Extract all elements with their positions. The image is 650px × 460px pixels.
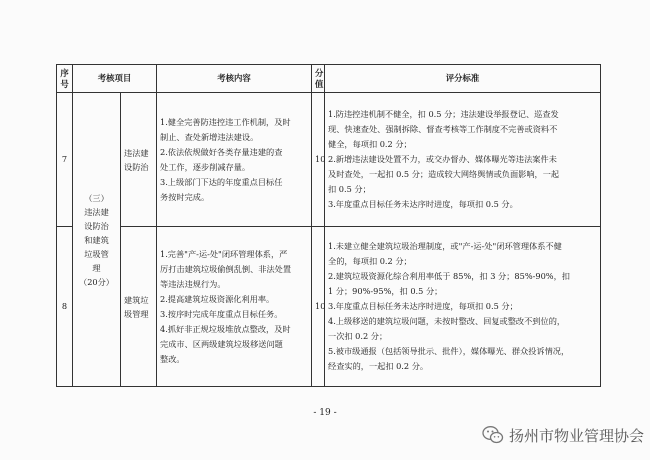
row-score: 10	[312, 93, 325, 227]
watermark	[482, 424, 644, 446]
content-line: 整改。	[160, 353, 185, 364]
criteria-line: 2.新增违法建设处置不力，或交办督办、媒体曝光等违法案件未	[328, 154, 557, 164]
category-line: （20分）	[79, 276, 114, 287]
assessment-table	[56, 64, 601, 387]
criteria-line: 1.防违控违机制不健全，扣 0.5 分；违法建设举报登记、巡查发	[328, 109, 559, 119]
row-content	[157, 93, 312, 227]
row-criteria	[325, 227, 601, 387]
header-score: 分值	[312, 65, 325, 93]
content-line: 2.提高建筑垃圾资源化利用率。	[160, 293, 275, 304]
item-line: 设防治	[124, 161, 149, 172]
criteria-line: 扣 0.5 分；	[328, 184, 371, 194]
content-line: 等违法违规行为。	[160, 278, 226, 289]
category-line: 和建筑	[84, 234, 109, 245]
criteria-line: 经查实的，一起扣 0.2 分。	[328, 361, 429, 371]
content-line: 完成市、区两级建筑垃圾移送问题	[160, 338, 283, 349]
category-line: 垃圾管	[84, 248, 109, 259]
content-line: 2.依法依规做好各类存量违建的查	[160, 146, 283, 157]
content-line: 务按时完成。	[160, 191, 210, 202]
item-line: 圾管理	[124, 308, 149, 319]
row-content	[157, 227, 312, 387]
table-row	[57, 93, 601, 227]
row-item	[121, 93, 157, 227]
header-criteria: 评分标准	[325, 65, 601, 93]
category-line: 违法建	[84, 206, 109, 217]
content-line: 厉打击建筑垃圾偷倒乱倒、非法处置	[160, 263, 292, 274]
category-line: 理	[92, 262, 101, 273]
content-line: 4.抓好非正规垃圾堆放点整改，及时	[160, 323, 291, 334]
category-line: （三）	[84, 192, 109, 203]
content-line: 3.按序时完成年度重点目标任务。	[160, 308, 283, 319]
category-cell	[73, 93, 121, 387]
table-row	[57, 227, 601, 387]
content-line: 3.上级部门下达的年度重点目标任	[160, 176, 283, 187]
criteria-line: 4.上级移送的建筑垃圾问题，未按时整改、回复或整改不到位的，	[328, 316, 566, 326]
criteria-line: 及时查处，一起扣 0.5 分；造成较大网络舆情或负面影响，一起	[328, 169, 560, 179]
watermark-text: 扬州市物业管理协会	[509, 426, 645, 445]
category-line: 设防治	[84, 220, 109, 231]
criteria-line: 现、快速查处、强制拆除、督查考核等工作制度不完善或资料不	[328, 124, 558, 134]
header-seq: 序号	[57, 65, 73, 93]
header-item: 考核项目	[73, 65, 157, 93]
criteria-line: 全的，每项扣 0.2 分；	[328, 256, 412, 266]
criteria-line: 1 分；90%-95%，扣 0.5 分；	[328, 286, 443, 296]
row-criteria	[325, 93, 601, 227]
content-line: 1.健全完善防违控违工作机制，及时	[160, 116, 291, 127]
content-line: 制止、查处新增违法建设。	[160, 131, 259, 142]
criteria-line: 1.未建立健全建筑垃圾治理制度，或"产-运-处"闭环管理体系不健	[328, 241, 562, 251]
criteria-line: 3.年度重点目标任务未达序时进度，每项扣 0.5 分；	[328, 301, 518, 311]
criteria-line: 健全，每项扣 0.2 分；	[328, 139, 412, 149]
row-item	[121, 227, 157, 387]
criteria-line: 2.建筑垃圾资源化综合利用率低于 85%，扣 3 分；85%-90%，扣	[328, 271, 570, 281]
content-line: 处工作，逐步削减存量。	[160, 161, 251, 172]
row-seq: 7	[57, 93, 73, 227]
page-number: - 19 -	[313, 408, 337, 418]
row-seq: 8	[57, 227, 73, 387]
row-score: 10	[312, 227, 325, 387]
table-header-row	[57, 65, 601, 93]
item-line: 违法建	[124, 147, 149, 158]
content-line: 1.完善"产-运-处"闭环管理体系，严	[160, 248, 288, 259]
criteria-line: 一次扣 0.2 分；	[328, 331, 388, 341]
criteria-line: 3.年度重点目标任务未达序时进度，每项扣 0.5 分。	[328, 199, 518, 209]
header-content: 考核内容	[157, 65, 312, 93]
criteria-line: 5.被市级通报（包括领导批示、批件），媒体曝光、群众投诉情况，	[328, 346, 570, 356]
item-line: 建筑垃	[124, 294, 149, 305]
wechat-icon	[482, 425, 504, 445]
